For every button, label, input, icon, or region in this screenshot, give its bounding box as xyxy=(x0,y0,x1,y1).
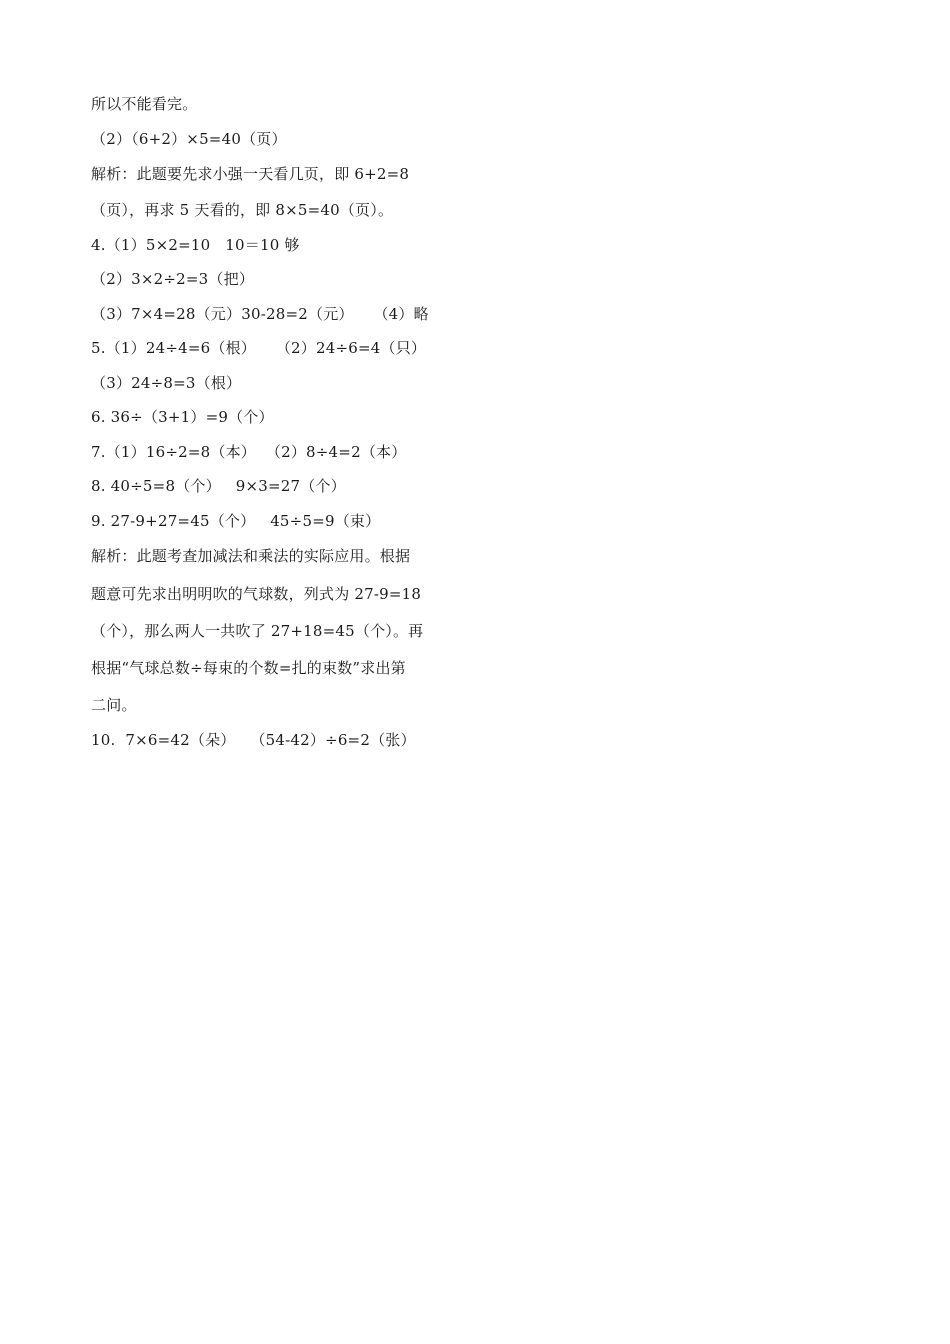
text-line: 解析：此题要先求小强一天看几页，即 6+2=8 xyxy=(91,165,410,183)
text-line: 二问。 xyxy=(91,696,137,714)
text-line: （3）24÷8=3（根） xyxy=(91,374,242,392)
text-line: （2）（6+2）×5=40（页） xyxy=(91,130,287,148)
text-line: 6. 36÷（3+1）=9（个） xyxy=(91,408,274,426)
text-line: （3）7×4=28（元）30-28=2（元） （4）略 xyxy=(91,305,429,323)
text-line: 9. 27-9+27=45（个） 45÷5=9（束） xyxy=(91,512,381,530)
text-line: 题意可先求出明明吹的气球数，列式为 27-9=18 xyxy=(91,585,422,603)
text-line: 8. 40÷5=8（个） 9×3=27（个） xyxy=(91,477,346,495)
text-line: （个），那么两人一共吹了 27+18=45（个）。再 xyxy=(91,622,424,640)
text-line: 10. 7×6=42（朵） （54-42）÷6=2（张） xyxy=(91,731,416,749)
text-line: 5.（1）24÷4=6（根） （2）24÷6=4（只） xyxy=(91,339,427,357)
text-line: 所以不能看完。 xyxy=(91,95,198,113)
text-line: （页），再求 5 天看的，即 8×5=40（页）。 xyxy=(91,201,394,219)
text-line: 4.（1）5×2=10 10＝10 够 xyxy=(91,236,300,254)
text-line: 根据“气球总数÷每束的个数=扎的束数”求出第 xyxy=(91,659,406,677)
text-line: 解析：此题考查加减法和乘法的实际应用。根据 xyxy=(91,547,411,565)
text-line: 7.（1）16÷2=8（本） （2）8÷4=2（本） xyxy=(91,443,407,461)
text-line: （2）3×2÷2=3（把） xyxy=(91,270,255,288)
